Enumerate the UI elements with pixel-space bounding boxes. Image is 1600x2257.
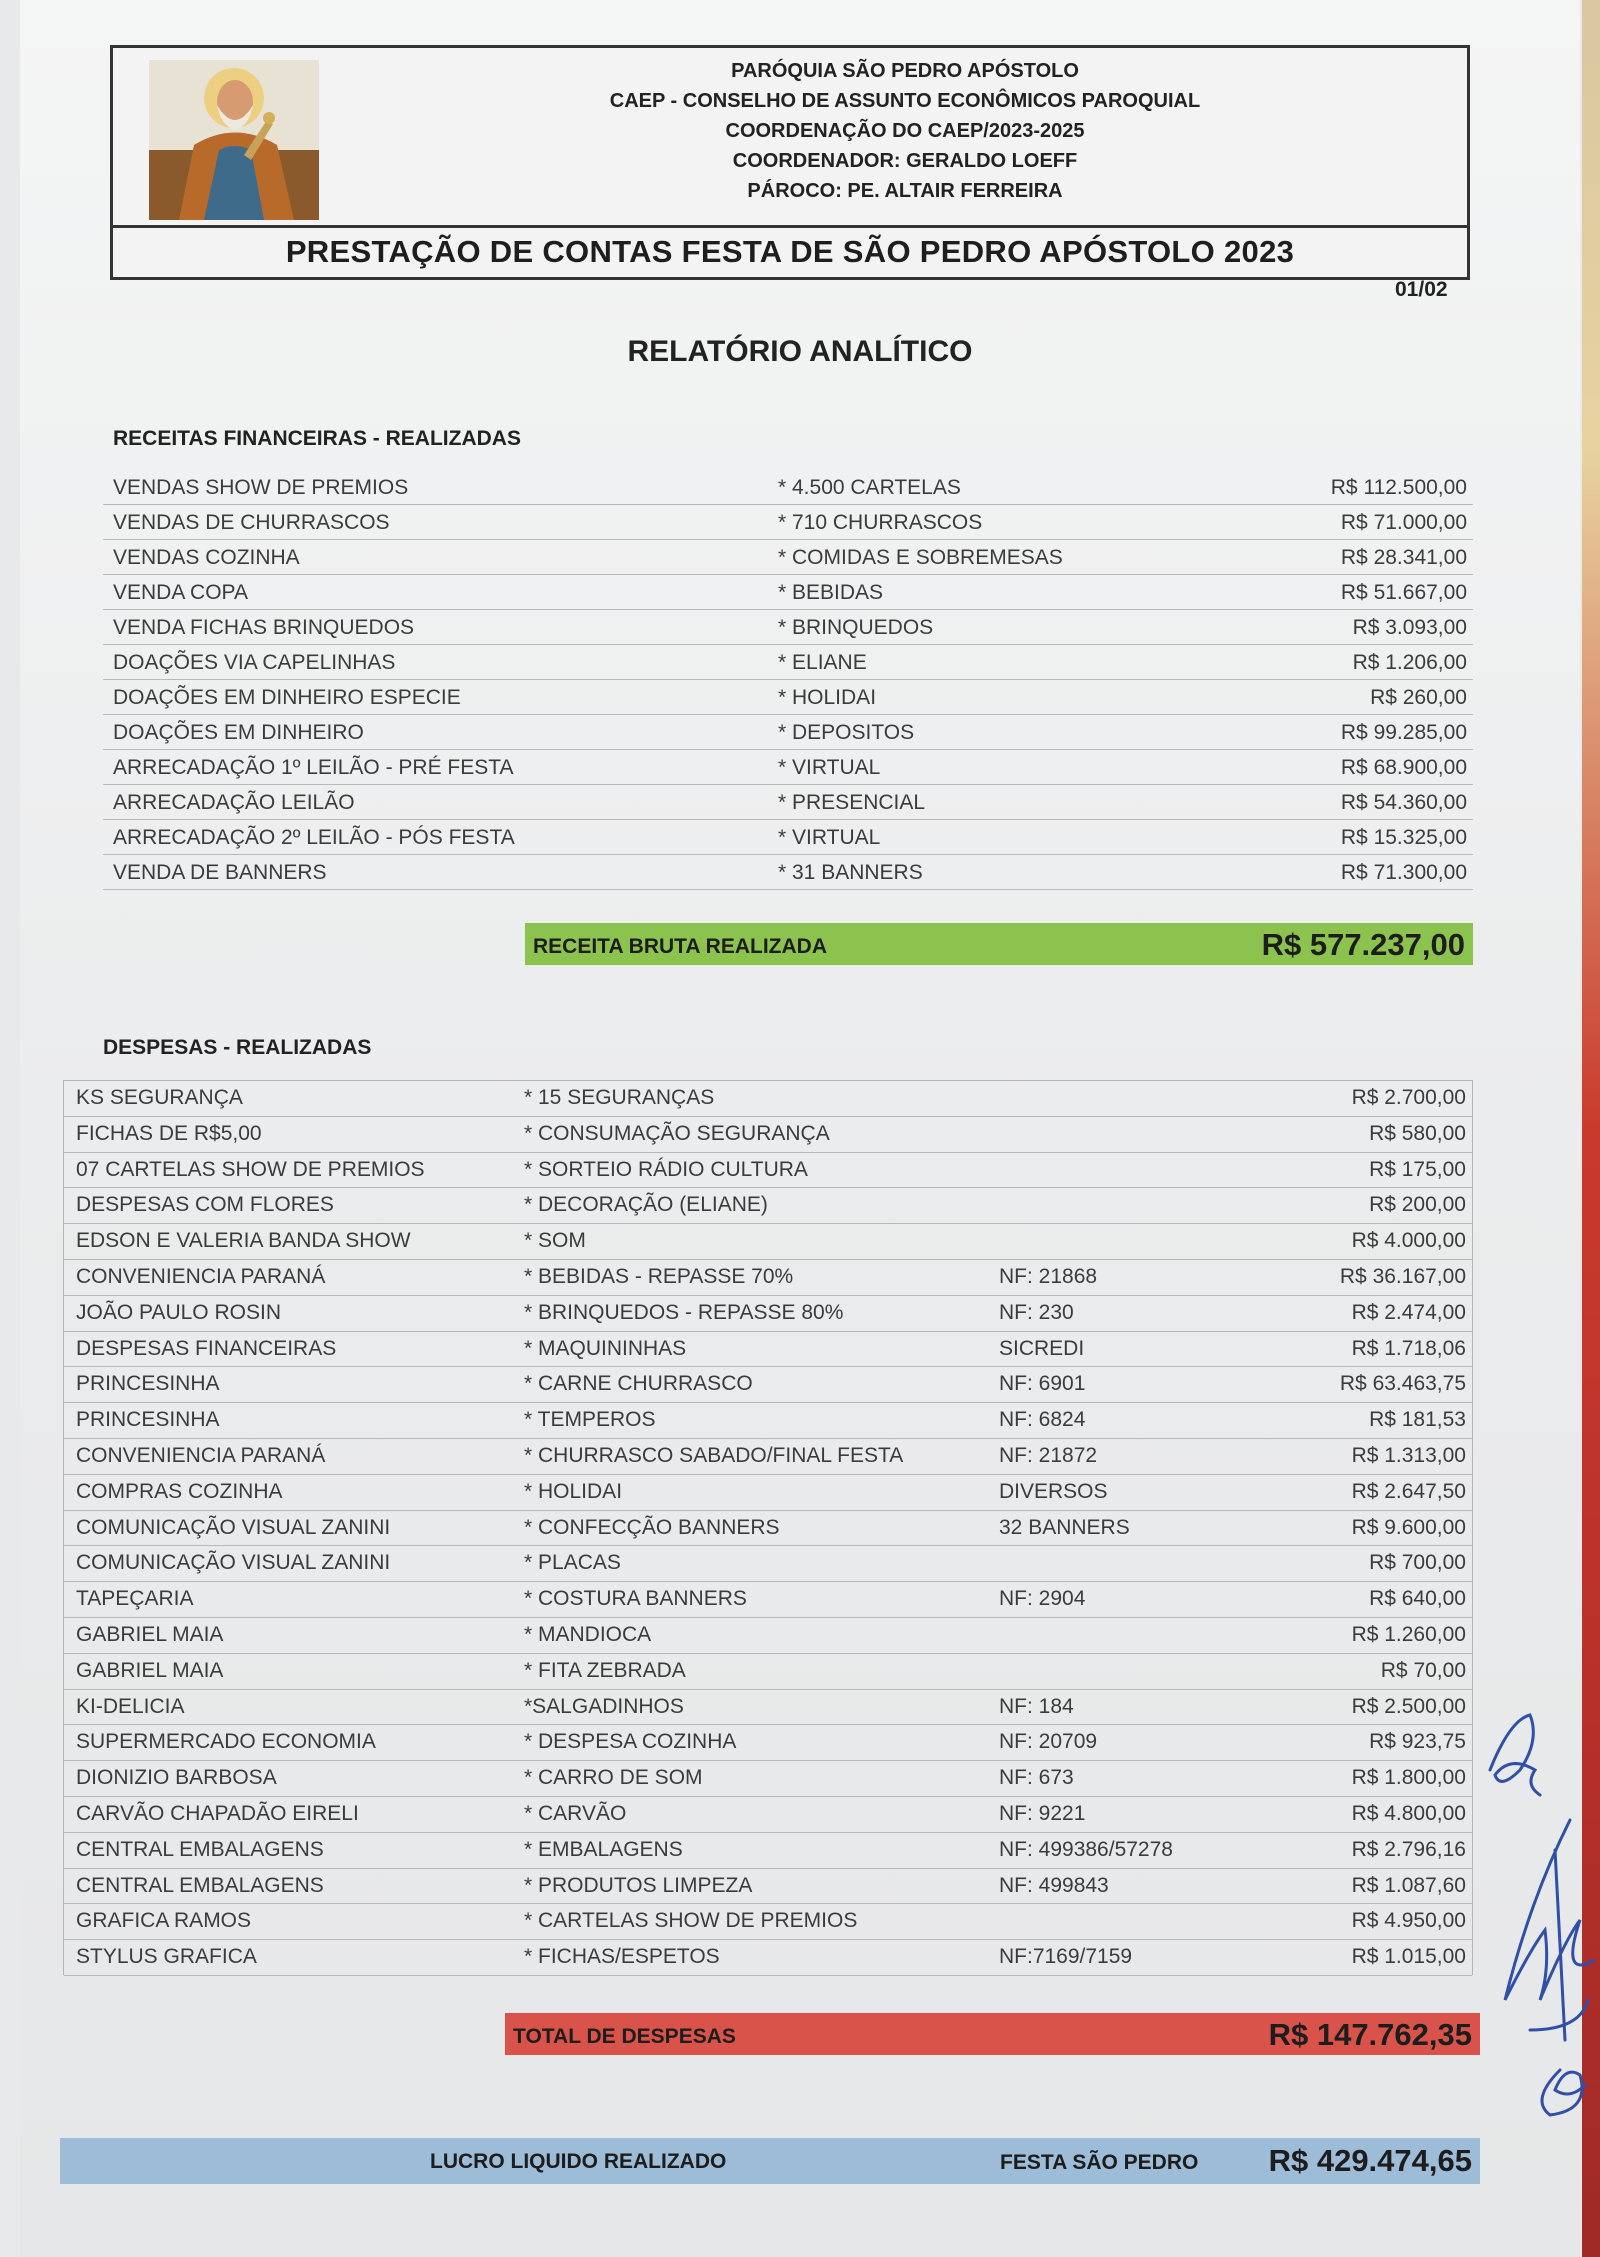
table-row — [64, 1475, 1472, 1511]
receita-description: ARRECADAÇÃO 1º LEILÃO - PRÉ FESTA — [113, 756, 514, 779]
table-row — [103, 470, 1473, 505]
table-row — [64, 1654, 1472, 1690]
despesa-description: GRAFICA RAMOS — [76, 1909, 252, 1933]
despesa-amount: R$ 36.167,00 — [1339, 1265, 1466, 1288]
receita-bruta-label: RECEITA BRUTA REALIZADA — [533, 935, 827, 958]
despesa-description: CONVENIENCIA PARANÁ — [76, 1444, 326, 1467]
receita-detail: * PRESENCIAL — [778, 791, 926, 814]
receita-detail: * VIRTUAL — [778, 826, 881, 849]
table-row — [64, 1904, 1472, 1940]
despesa-detail: * CARRO DE SOM — [524, 1766, 703, 1790]
despesa-reference: NF: 499843 — [999, 1873, 1109, 1897]
despesa-detail: * EMBALAGENS — [524, 1837, 683, 1861]
despesa-reference: NF: 230 — [999, 1300, 1074, 1324]
table-row — [64, 1260, 1472, 1296]
despesa-amount: R$ 63.463,75 — [1339, 1372, 1466, 1396]
despesa-description: KS SEGURANÇA — [76, 1086, 243, 1109]
receita-amount: R$ 28.341,00 — [1340, 546, 1467, 569]
receita-bruta-value: R$ 577.237,00 — [1261, 927, 1465, 962]
despesa-detail: * CHURRASCO SABADO/FINAL FESTA — [524, 1444, 904, 1467]
table-row — [64, 1761, 1472, 1797]
receita-detail: * 4.500 CARTELAS — [778, 476, 961, 499]
despesa-amount: R$ 923,75 — [1369, 1730, 1466, 1754]
despesa-amount: R$ 200,00 — [1369, 1193, 1466, 1217]
despesa-detail: * CARVÃO — [524, 1802, 627, 1825]
despesa-amount: R$ 580,00 — [1369, 1121, 1466, 1145]
table-row — [103, 575, 1473, 610]
table-row — [64, 1081, 1472, 1117]
table-row — [64, 1618, 1472, 1654]
despesa-amount: R$ 4.000,00 — [1351, 1229, 1466, 1253]
table-row — [64, 1403, 1472, 1439]
signature-mark — [1470, 1700, 1595, 2130]
receita-amount: R$ 68.900,00 — [1340, 756, 1467, 779]
receita-amount: R$ 112.500,00 — [1330, 476, 1467, 499]
table-row — [103, 540, 1473, 575]
despesa-reference: NF: 2904 — [999, 1587, 1086, 1611]
total-despesas-label: TOTAL DE DESPESAS — [513, 2025, 736, 2048]
total-despesas-value: R$ 147.762,35 — [1268, 2017, 1472, 2052]
table-row — [103, 855, 1473, 890]
despesa-amount: R$ 4.800,00 — [1351, 1802, 1466, 1825]
table-row — [103, 785, 1473, 820]
despesa-detail: * MANDIOCA — [524, 1623, 652, 1646]
table-row — [64, 1439, 1472, 1475]
despesa-description: DESPESAS COM FLORES — [76, 1193, 334, 1217]
despesa-amount: R$ 2.474,00 — [1351, 1300, 1466, 1324]
receita-description: ARRECADAÇÃO LEILÃO — [113, 791, 355, 814]
despesa-description: JOÃO PAULO ROSIN — [76, 1300, 281, 1324]
receitas-title: RECEITAS FINANCEIRAS - REALIZADAS — [113, 427, 521, 450]
table-row — [64, 1224, 1472, 1260]
receita-detail: * 710 CHURRASCOS — [778, 511, 983, 534]
receita-amount: R$ 1.206,00 — [1352, 651, 1467, 674]
despesa-detail: * HOLIDAI — [524, 1479, 623, 1503]
receita-amount: R$ 71.300,00 — [1340, 861, 1467, 884]
receita-description: DOAÇÕES EM DINHEIRO — [113, 721, 364, 744]
despesa-detail: * CONSUMAÇÃO SEGURANÇA — [524, 1121, 830, 1145]
table-row — [64, 1296, 1472, 1332]
council-name: CAEP - CONSELHO DE ASSUNTO ECONÔMICOS PAROQUIAL — [609, 90, 1201, 112]
despesa-description: DESPESAS FINANCEIRAS — [76, 1336, 337, 1360]
table-row — [103, 645, 1473, 680]
table-row — [64, 1940, 1472, 1976]
receita-description: DOAÇÕES VIA CAPELINHAS — [113, 651, 396, 674]
despesa-description: EDSON E VALERIA BANDA SHOW — [76, 1229, 411, 1253]
receita-detail: * HOLIDAI — [778, 686, 877, 709]
despesa-detail: * TEMPEROS — [524, 1408, 656, 1432]
receita-detail: * ELIANE — [778, 651, 867, 674]
despesa-amount: R$ 640,00 — [1369, 1587, 1466, 1611]
despesa-reference: DIVERSOS — [999, 1479, 1108, 1503]
despesa-amount: R$ 1.718,06 — [1351, 1336, 1466, 1360]
despesa-detail: *SALGADINHOS — [524, 1694, 684, 1718]
table-row — [64, 1188, 1472, 1224]
despesa-amount: R$ 1.087,60 — [1351, 1873, 1466, 1897]
despesa-reference: SICREDI — [999, 1336, 1085, 1360]
receita-description: ARRECADAÇÃO 2º LEILÃO - PÓS FESTA — [113, 826, 515, 849]
despesa-detail: * CARTELAS SHOW DE PREMIOS — [524, 1909, 858, 1933]
table-row — [103, 750, 1473, 785]
receita-detail: * DEPOSITOS — [778, 721, 915, 744]
receita-amount: R$ 15.325,00 — [1340, 826, 1467, 849]
despesa-description: STYLUS GRAFICA — [76, 1945, 257, 1969]
despesa-amount: R$ 9.600,00 — [1351, 1515, 1466, 1539]
table-row — [103, 505, 1473, 540]
despesa-reference: 32 BANNERS — [999, 1515, 1130, 1539]
document-header — [110, 45, 1470, 280]
despesa-amount: R$ 1.260,00 — [1351, 1623, 1466, 1646]
despesa-reference: NF: 499386/57278 — [999, 1837, 1173, 1861]
header-info-block — [113, 48, 1467, 228]
despesa-description: PRINCESINHA — [76, 1408, 220, 1432]
despesa-detail: * BRINQUEDOS - REPASSE 80% — [524, 1300, 844, 1324]
despesa-amount: R$ 1.800,00 — [1351, 1766, 1466, 1790]
table-row — [64, 1153, 1472, 1189]
despesa-amount: R$ 2.647,50 — [1351, 1479, 1466, 1503]
despesa-detail: * PRODUTOS LIMPEZA — [524, 1873, 753, 1897]
despesa-description: COMPRAS COZINHA — [76, 1479, 283, 1503]
table-row — [64, 1367, 1472, 1403]
receita-description: DOAÇÕES EM DINHEIRO ESPECIE — [113, 686, 461, 709]
despesa-reference: NF: 673 — [999, 1766, 1074, 1790]
despesa-description: CARVÃO CHAPADÃO EIRELI — [76, 1802, 359, 1825]
receita-amount: R$ 51.667,00 — [1340, 581, 1467, 604]
despesa-reference: NF:7169/7159 — [999, 1945, 1133, 1969]
despesa-amount: R$ 2.796,16 — [1351, 1837, 1466, 1861]
despesa-amount: R$ 175,00 — [1369, 1157, 1466, 1181]
receita-detail: * 31 BANNERS — [778, 861, 923, 884]
despesa-detail: * FICHAS/ESPETOS — [524, 1945, 720, 1969]
despesas-title: DESPESAS - REALIZADAS — [103, 1036, 372, 1059]
despesa-detail: * CONFECÇÃO BANNERS — [524, 1515, 780, 1539]
despesa-detail: * FITA ZEBRADA — [524, 1658, 686, 1682]
despesa-amount: R$ 2.700,00 — [1351, 1086, 1466, 1109]
lucro-liquido-bar — [60, 2138, 1480, 2184]
coordinator: COORDENADOR: GERALDO LOEFF — [732, 150, 1078, 172]
receita-detail: * BEBIDAS — [778, 581, 884, 604]
table-row — [64, 1511, 1472, 1547]
table-row — [103, 610, 1473, 645]
table-row — [64, 1117, 1472, 1153]
coordination: COORDENAÇÃO DO CAEP/2023-2025 — [725, 120, 1085, 142]
receita-description: VENDAS SHOW DE PREMIOS — [113, 476, 409, 499]
lucro-liquido-value: R$ 429.474,65 — [1268, 2143, 1472, 2178]
despesa-detail: * DECORAÇÃO (ELIANE) — [524, 1193, 768, 1217]
receita-amount: R$ 260,00 — [1370, 686, 1467, 709]
despesa-description: 07 CARTELAS SHOW DE PREMIOS — [76, 1157, 425, 1181]
saint-peter-image — [149, 60, 319, 220]
table-row — [103, 715, 1473, 750]
lucro-liquido-label: LUCRO LIQUIDO REALIZADO — [430, 2150, 727, 2173]
despesa-description: COMUNICAÇÃO VISUAL ZANINI — [76, 1551, 391, 1575]
despesa-detail: * SORTEIO RÁDIO CULTURA — [524, 1157, 808, 1181]
table-row — [103, 820, 1473, 855]
despesa-description: DIONIZIO BARBOSA — [76, 1766, 277, 1790]
despesa-reference: NF: 21872 — [999, 1444, 1098, 1467]
receita-amount: R$ 3.093,00 — [1352, 616, 1467, 639]
despesa-amount: R$ 2.500,00 — [1351, 1694, 1466, 1718]
despesa-reference: NF: 9221 — [999, 1802, 1086, 1825]
header-lines — [373, 56, 1437, 206]
despesa-reference: NF: 6824 — [999, 1408, 1086, 1432]
despesa-detail: * CARNE CHURRASCO — [524, 1372, 753, 1396]
table-row — [64, 1690, 1472, 1726]
receita-description: VENDA COPA — [113, 581, 248, 604]
receita-description: VENDAS COZINHA — [113, 546, 300, 569]
receita-detail: * BRINQUEDOS — [778, 616, 934, 639]
receita-bruta-bar — [525, 923, 1473, 965]
receita-detail: * COMIDAS E SOBREMESAS — [778, 546, 1063, 569]
despesa-description: GABRIEL MAIA — [76, 1623, 224, 1646]
despesa-amount: R$ 70,00 — [1380, 1658, 1466, 1682]
despesa-description: SUPERMERCADO ECONOMIA — [76, 1730, 376, 1754]
table-row — [64, 1833, 1472, 1869]
receita-amount: R$ 54.360,00 — [1340, 791, 1467, 814]
despesa-reference: NF: 6901 — [999, 1372, 1086, 1396]
despesa-detail: * COSTURA BANNERS — [524, 1587, 747, 1611]
despesa-description: TAPEÇARIA — [76, 1587, 194, 1611]
despesa-detail: * MAQUININHAS — [524, 1336, 687, 1360]
despesa-amount: R$ 181,53 — [1369, 1408, 1466, 1432]
despesa-amount: R$ 700,00 — [1369, 1551, 1466, 1575]
despesa-reference: NF: 20709 — [999, 1730, 1098, 1754]
parish-name: PARÓQUIA SÃO PEDRO APÓSTOLO — [731, 60, 1079, 82]
despesa-description: FICHAS DE R$5,00 — [76, 1121, 262, 1145]
report-title: RELATÓRIO ANALÍTICO — [627, 335, 973, 368]
despesa-amount: R$ 1.015,00 — [1351, 1945, 1466, 1969]
receita-amount: R$ 71.000,00 — [1340, 511, 1467, 534]
priest: PÁROCO: PE. ALTAIR FERREIRA — [747, 180, 1063, 202]
receita-description: VENDAS DE CHURRASCOS — [113, 511, 390, 534]
table-row — [64, 1725, 1472, 1761]
lucro-event-label: FESTA SÃO PEDRO — [1000, 2151, 1199, 2174]
receita-description: VENDA DE BANNERS — [113, 861, 327, 884]
despesa-description: COMUNICAÇÃO VISUAL ZANINI — [76, 1515, 391, 1539]
receita-detail: * VIRTUAL — [778, 756, 881, 779]
table-row — [64, 1869, 1472, 1905]
page-number: 01/02 — [1395, 278, 1448, 301]
despesa-description: CENTRAL EMBALAGENS — [76, 1873, 324, 1897]
despesa-description: CONVENIENCIA PARANÁ — [76, 1265, 326, 1288]
despesa-reference: NF: 184 — [999, 1694, 1074, 1718]
table-row — [64, 1546, 1472, 1582]
despesa-description: KI-DELICIA — [76, 1694, 185, 1718]
despesa-detail: * SOM — [524, 1229, 586, 1253]
despesa-reference: NF: 21868 — [999, 1265, 1098, 1288]
despesa-detail: * 15 SEGURANÇAS — [524, 1086, 715, 1109]
document-title: PRESTAÇÃO DE CONTAS FESTA DE SÃO PEDRO APÓSTOLO 2023 — [285, 234, 1295, 269]
receita-description: VENDA FICHAS BRINQUEDOS — [113, 616, 415, 639]
table-row — [64, 1797, 1472, 1833]
despesa-description: CENTRAL EMBALAGENS — [76, 1837, 324, 1861]
despesa-detail: * PLACAS — [524, 1551, 621, 1575]
despesas-table — [63, 1080, 1473, 1975]
receitas-table — [103, 470, 1473, 890]
total-despesas-bar — [505, 2013, 1480, 2055]
despesa-detail: * DESPESA COZINHA — [524, 1730, 737, 1754]
despesa-amount: R$ 4.950,00 — [1351, 1909, 1466, 1933]
despesa-description: GABRIEL MAIA — [76, 1658, 224, 1682]
despesa-description: PRINCESINHA — [76, 1372, 220, 1396]
table-row — [103, 680, 1473, 715]
table-row — [64, 1582, 1472, 1618]
despesa-amount: R$ 1.313,00 — [1351, 1444, 1466, 1467]
receita-amount: R$ 99.285,00 — [1340, 721, 1467, 744]
despesa-detail: * BEBIDAS - REPASSE 70% — [524, 1265, 794, 1288]
table-row — [64, 1332, 1472, 1368]
